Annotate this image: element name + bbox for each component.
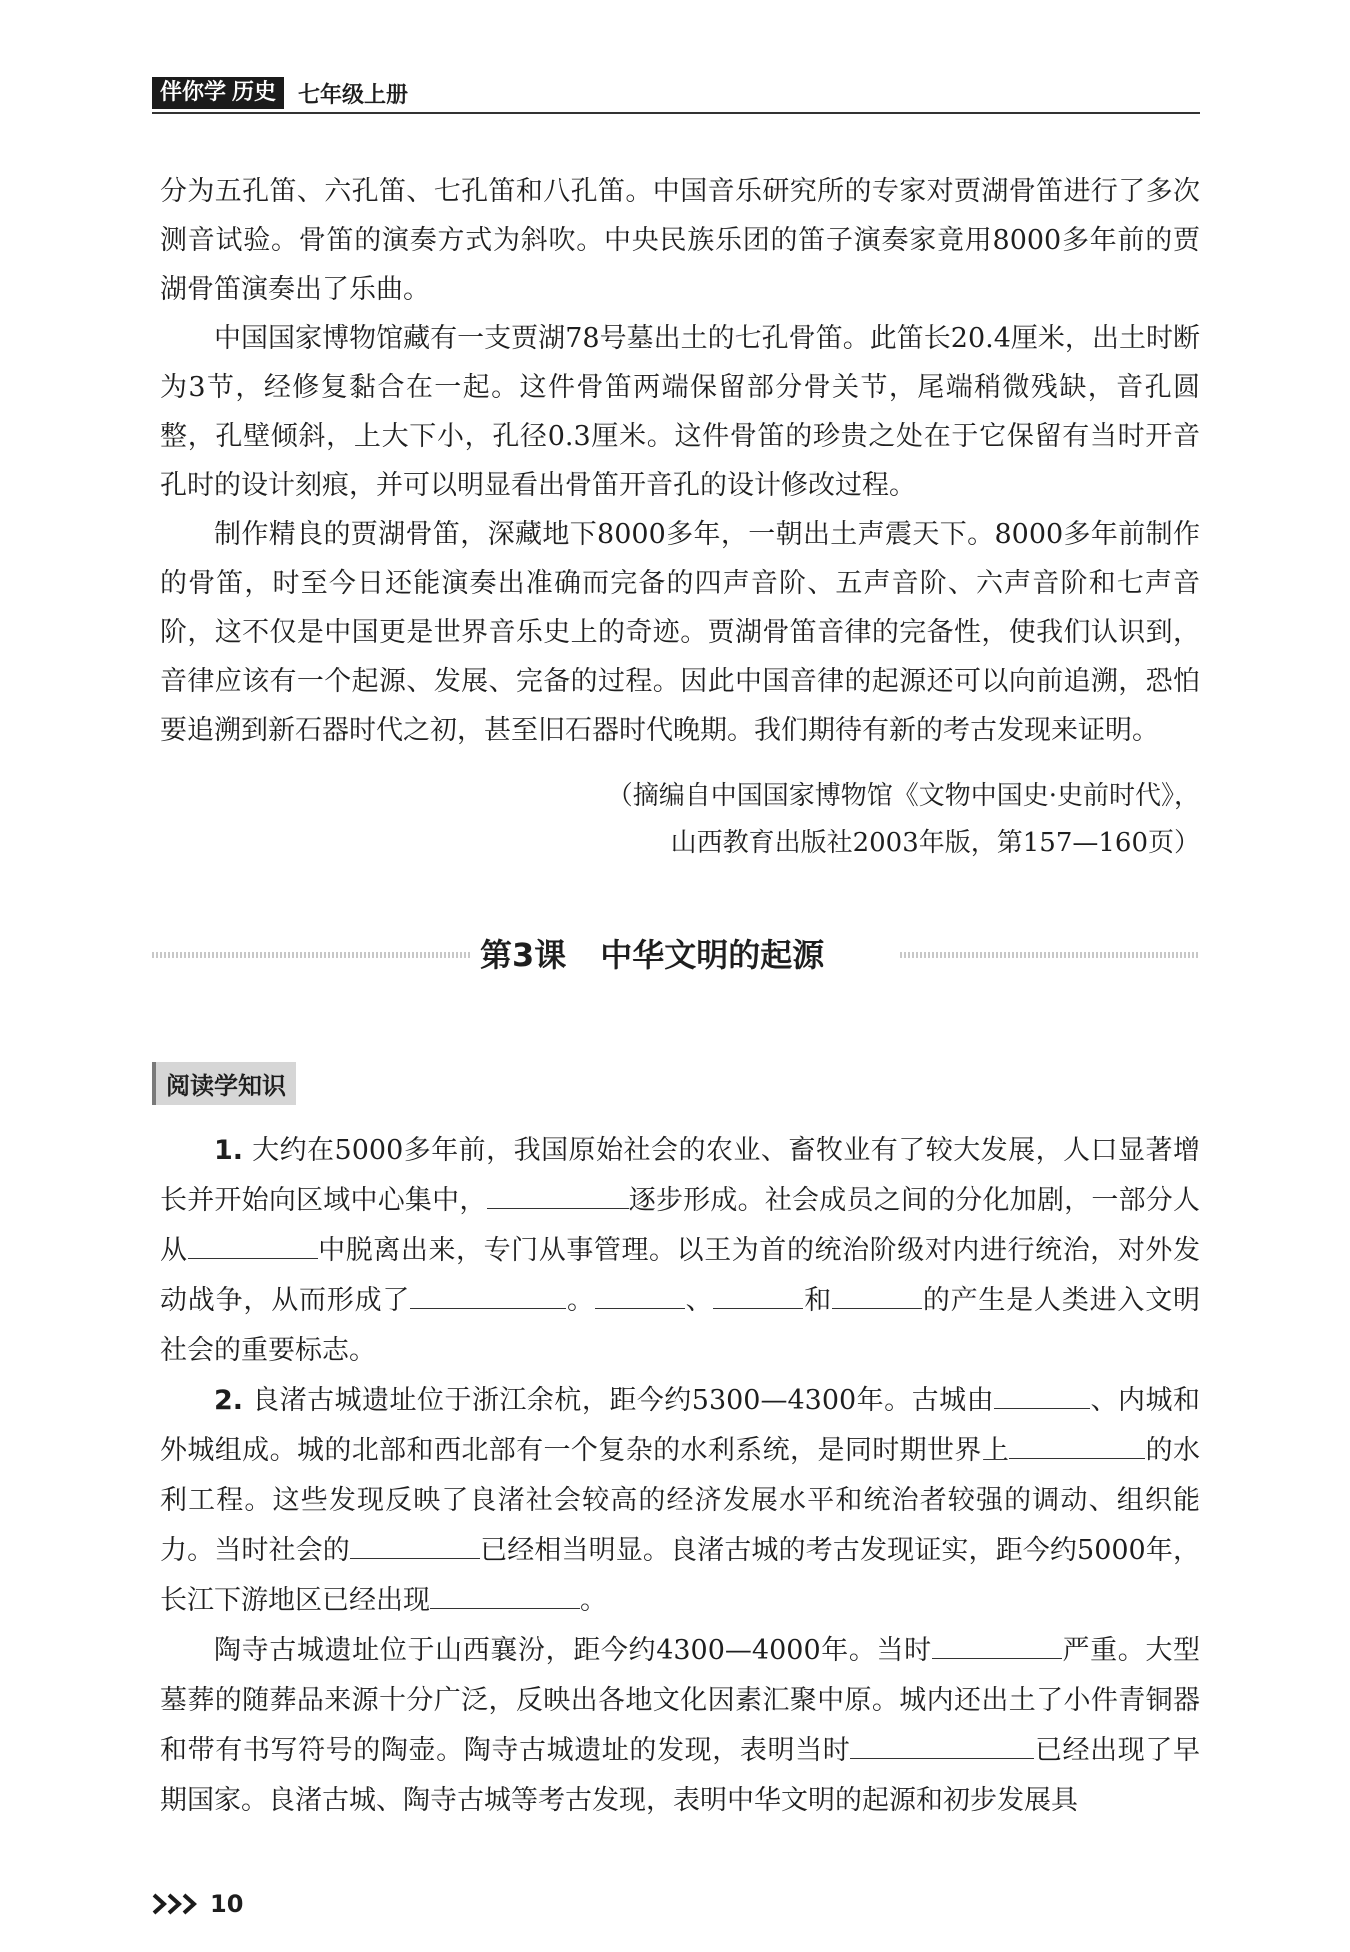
question-text: 的水利工程。这些发现反映了良渚社会较高的经济发展水平和统治者较强的调动、组织能力。当时社会的 (160, 1435, 1201, 1566)
subject-name: 历史 (232, 77, 276, 109)
question-text: 。 (566, 1285, 595, 1316)
answer-blank[interactable] (932, 1628, 1062, 1659)
header-divider (152, 112, 1200, 114)
question-text: 已经相当明显。良渚古城的考古发现证实，距今约5000年，长江下游地区已经出现 (160, 1535, 1200, 1616)
passage-paragraph: 分为五孔笛、六孔笛、七孔笛和八孔笛。中国音乐研究所的专家对贾湖骨笛进行了多次测音试验。骨笛的演奏方式为斜吹。中央民族乐团的笛子演奏家竟用8000多年前的贾湖骨笛演奏出了乐曲。 (160, 176, 1200, 305)
answer-blank[interactable] (487, 1178, 629, 1209)
heading-rule-left (152, 952, 472, 958)
passage-paragraph: 中国国家博物馆藏有一支贾湖78号墓出土的七孔骨笛。此笛长20.4厘米，出土时断为3节，经修复黏合在一起。这件骨笛两端保留部分骨关节，尾端稍微残缺，音孔圆整，孔壁倾斜，上大下小，孔径0.3厘米。这件骨笛的珍贵之处在于它保留有当时开音孔时的设计刻痕，并可以明显看出骨笛开音孔的设计修改过程。 (160, 323, 1200, 501)
heading-rule-right (900, 952, 1200, 958)
question-text: 和 (803, 1285, 833, 1316)
series-badge (152, 77, 284, 109)
answer-blank[interactable] (850, 1728, 1034, 1759)
question-text: 陶寺古城遗址位于山西襄汾，距今约4300—4000年。当时 (214, 1635, 932, 1666)
answer-blank[interactable] (350, 1528, 480, 1559)
question-2 (160, 1376, 1200, 1626)
question-1 (160, 1126, 1200, 1376)
question-text: 已经出现了早期国家。良渚古城、陶寺古城等考古发现，表明中华文明的起源和初步发展具 (160, 1735, 1201, 1816)
answer-blank[interactable] (832, 1278, 922, 1309)
answer-blank[interactable] (595, 1278, 685, 1309)
question-text: 良渚古城遗址位于浙江余杭，距今约5300—4300年。古城由 (252, 1385, 995, 1416)
answer-blank[interactable] (713, 1278, 803, 1309)
question-text: 。 (580, 1585, 607, 1616)
lesson-heading (152, 926, 1200, 982)
fill-in-questions (160, 1126, 1200, 1826)
question-number: 2. (214, 1385, 244, 1416)
question-text: 严重。大型墓葬的随葬品来源十分广泛，反映出各地文化因素汇聚中原。城内还出土了小件青铜器和带有书写符号的陶壶。陶寺古城遗址的发现，表明当时 (160, 1635, 1200, 1766)
answer-blank[interactable] (410, 1278, 566, 1309)
lesson-number: 第3课 (480, 936, 567, 974)
citation-line: 山西教育出版社2003年版，第157—160页） (670, 828, 1200, 858)
triple-chevron-right-icon (152, 1892, 204, 1916)
page-header (152, 76, 408, 110)
answer-blank[interactable] (1009, 1428, 1145, 1459)
section-tag: 阅读学知识 (152, 1062, 296, 1105)
question-text: 大约在5000多年前，我国原始社会的农业、畜牧业有了较大发展，人口显著增长并开始向区域中心集中， (160, 1135, 1200, 1216)
question-2-continued (160, 1626, 1200, 1826)
series-name: 伴你学 (160, 80, 227, 105)
question-text: 的产生是人类进入文明社会的重要标志。 (160, 1285, 1201, 1366)
citation-line: （摘编自中国国家博物馆《文物中国史·史前时代》， (606, 781, 1200, 811)
page-footer (152, 1890, 243, 1918)
question-text: 逐步形成。社会成员之间的分化加剧，一部分人从 (160, 1185, 1201, 1266)
question-text: 中脱离出来，专门从事管理。以王为首的统治阶级对内进行统治，对外发动战争，从而形成了 (160, 1235, 1201, 1316)
reading-passage (160, 167, 1200, 755)
passage-paragraph: 制作精良的贾湖骨笛，深藏地下8000多年，一朝出土声震天下。8000多年前制作的骨笛，时至今日还能演奏出准确而完备的四声音阶、五声音阶、六声音阶和七声音阶，这不仅是中国更是世界音乐史上的奇迹。贾湖骨笛音律的完备性，使我们认识到，音律应该有一个起源、发展、完备的过程。因此中国音律的起源还可以向前追溯，恐怕要追溯到新石器时代之初，甚至旧石器时代晚期。我们期待有新的考古发现来证明。 (160, 519, 1200, 746)
page-number: 10 (210, 1890, 244, 1918)
question-text: 、 (684, 1285, 714, 1316)
source-citation (607, 773, 1200, 867)
answer-blank[interactable] (188, 1228, 318, 1259)
lesson-name: 中华文明的起源 (600, 936, 825, 974)
answer-blank[interactable] (430, 1578, 580, 1609)
question-text: 、内城和外城组成。城的北部和西北部有一个复杂的水利系统，是同时期世界上 (160, 1385, 1200, 1466)
question-number: 1. (214, 1135, 244, 1166)
answer-blank[interactable] (994, 1378, 1090, 1409)
grade-label: 七年级上册 (298, 81, 409, 108)
lesson-title (480, 930, 824, 976)
